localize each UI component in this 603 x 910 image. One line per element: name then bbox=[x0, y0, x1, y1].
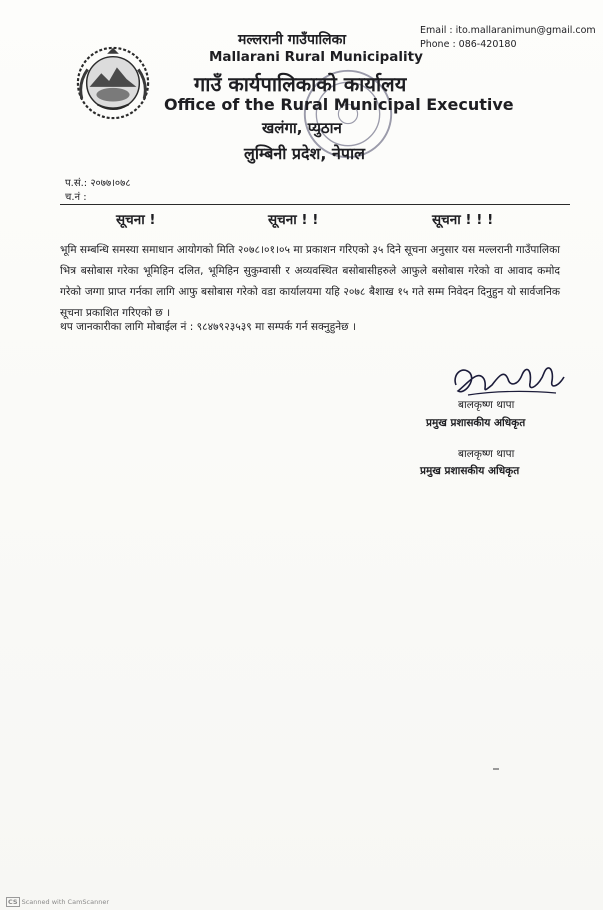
office-title-english: Office of the Rural Municipal Executive bbox=[164, 95, 514, 114]
nepal-government-emblem bbox=[74, 44, 152, 122]
signatory-title-repeat: प्रमुख प्रशासकीय अधिकृत bbox=[420, 465, 520, 477]
signatory-name: बालकृष्ण थापा bbox=[458, 399, 515, 411]
header-divider bbox=[60, 204, 570, 205]
scan-speck bbox=[493, 768, 499, 770]
office-title-nepali: गाउँ कार्यपालिकाको कार्यालय bbox=[194, 72, 407, 96]
location-nepali: खलंगा, प्युठान bbox=[262, 119, 342, 137]
scanner-text: Scanned with CamScanner bbox=[21, 898, 109, 906]
contact-info-line: थप जानकारीका लागि मोबाईल नं : ९८४७९२३५३९ मा सम्पर्क गर्न सक्नुहुनेछ । bbox=[60, 321, 356, 333]
letter-number: प.सं.: २०७७।०७८ bbox=[65, 178, 131, 189]
notice-body-paragraph: भूमि सम्बन्धि समस्या समाधान आयोगको मिति २०७८।०१।०५ मा प्रकाशन गरिएको ३५ दिने सूचना अनुसार यस मल्लरानी गाउँपालिका भित्र बसोबास गरेका भूमिहिन दलित, भूमिहिन सुकुम्वासी र अव्यवस्थित बसोबासीहरुले आफुले बसोबास गरेको वा आवाद कमोद गरेको जग्गा प्राप्त गर्नका लागि आफु बसोबास गरेको वडा कार्यालयमा यहि २०७८ बैशाख १५ गते सम्म निवेदन दिनुहुन यो सार्वजनिक सूचना प्रकाशित गरिएको छ । bbox=[60, 244, 560, 319]
signatory-name-repeat: बालकृष्ण थापा bbox=[458, 448, 515, 460]
notice-heading-2: सूचना ! ! bbox=[268, 212, 319, 228]
province-nepali: लुम्बिनी प्रदेश, नेपाल bbox=[244, 144, 366, 163]
handwritten-signature bbox=[448, 355, 568, 403]
municipality-name-nepali: मल्लरानी गाउँपालिका bbox=[238, 32, 347, 48]
signatory-title: प्रमुख प्रशासकीय अधिकृत bbox=[426, 417, 526, 429]
notice-heading-3: सूचना ! ! ! bbox=[432, 212, 494, 228]
scanner-badge: CS bbox=[8, 898, 18, 906]
scanner-watermark bbox=[6, 897, 109, 907]
contact-email: Email : ito.mallaranimun@gmail.com bbox=[420, 25, 596, 36]
notice-heading-1: सूचना ! bbox=[116, 212, 156, 228]
municipality-name-english: Mallarani Rural Municipality bbox=[209, 49, 423, 65]
contact-phone: Phone : 086-420180 bbox=[420, 39, 517, 50]
dispatch-number: च.नं : bbox=[65, 192, 87, 203]
